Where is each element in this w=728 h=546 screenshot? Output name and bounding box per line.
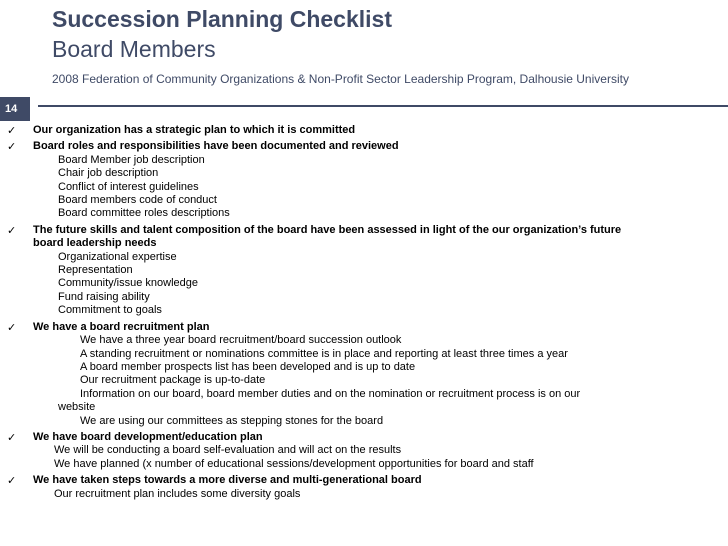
checklist-subitem: Our recruitment package is up-to-date (80, 374, 266, 387)
checklist-subitem: A standing recruitment or nominations committee is in place and reporting at least three times a year (80, 347, 568, 360)
checklist-subitem: We have planned (x number of educational sessions/development opportunities for board and staff (54, 457, 534, 470)
checklist-subitem: Community/issue knowledge (58, 277, 199, 290)
checkmark-icon: ✓ (7, 430, 17, 444)
checklist (0, 124, 728, 504)
checkmark-icon: ✓ (7, 124, 17, 137)
program-caption: 2008 Federation of Community Organizations & Non-Profit Sector Leadership Program, Dalhousie University (52, 72, 629, 86)
checklist-subitem: Board committee roles descriptions (58, 207, 230, 220)
checklist-item (0, 431, 728, 471)
page-title: Succession Planning Checklist (52, 6, 392, 32)
checklist-subitem: We will be conducting a board self-evaluation and will act on the results (54, 444, 402, 457)
checklist-subitem: Board Member job description (58, 153, 205, 166)
checklist-subitem: Information on our board, board member duties and on the nomination or recruitment process is on our (80, 387, 581, 400)
checklist-subitem: Representation (58, 264, 133, 277)
checklist-subitem: Our recruitment plan includes some diversity goals (54, 487, 301, 500)
checklist-subitem: Conflict of interest guidelines (58, 180, 199, 193)
checklist-subitem: We are using our committees as stepping stones for the board (80, 414, 384, 427)
checklist-subitem: Fund raising ability (58, 290, 150, 303)
checklist-heading: We have board development/education plan (33, 430, 263, 443)
checklist-subitem: A board member prospects list has been developed and is up to date (80, 360, 416, 373)
checklist-subitem: website (58, 401, 96, 414)
checklist-heading: We have taken steps towards a more diverse and multi-generational board (33, 474, 422, 487)
title-divider (38, 105, 728, 107)
checkmark-icon: ✓ (7, 474, 17, 488)
checkmark-icon: ✓ (7, 320, 17, 334)
checklist-heading: The future skills and talent composition of the board have been assessed in light of the our organization’s future board leadership needs (33, 223, 622, 250)
checkmark-icon: ✓ (7, 223, 17, 237)
checklist-subitem: Commitment to goals (58, 304, 162, 317)
slide-number: 14 (0, 97, 30, 121)
checklist-subitem: Chair job description (58, 167, 159, 180)
checklist-item (0, 140, 728, 220)
checklist-subitem: Organizational expertise (58, 250, 177, 263)
checklist-item (0, 124, 728, 137)
checklist-subitem: We have a three year board recruitment/board succession outlook (80, 334, 402, 347)
checklist-heading: Board roles and responsibilities have been documented and reviewed (33, 140, 399, 153)
checklist-item (0, 321, 728, 428)
page-subtitle: Board Members (52, 36, 216, 62)
checklist-item (0, 224, 728, 318)
checklist-heading: Our organization has a strategic plan to which it is committed (33, 124, 356, 136)
checklist-subitem: Board members code of conduct (58, 194, 217, 207)
checklist-heading: We have a board recruitment plan (33, 320, 210, 333)
checklist-item (0, 474, 728, 501)
checkmark-icon: ✓ (7, 140, 17, 154)
